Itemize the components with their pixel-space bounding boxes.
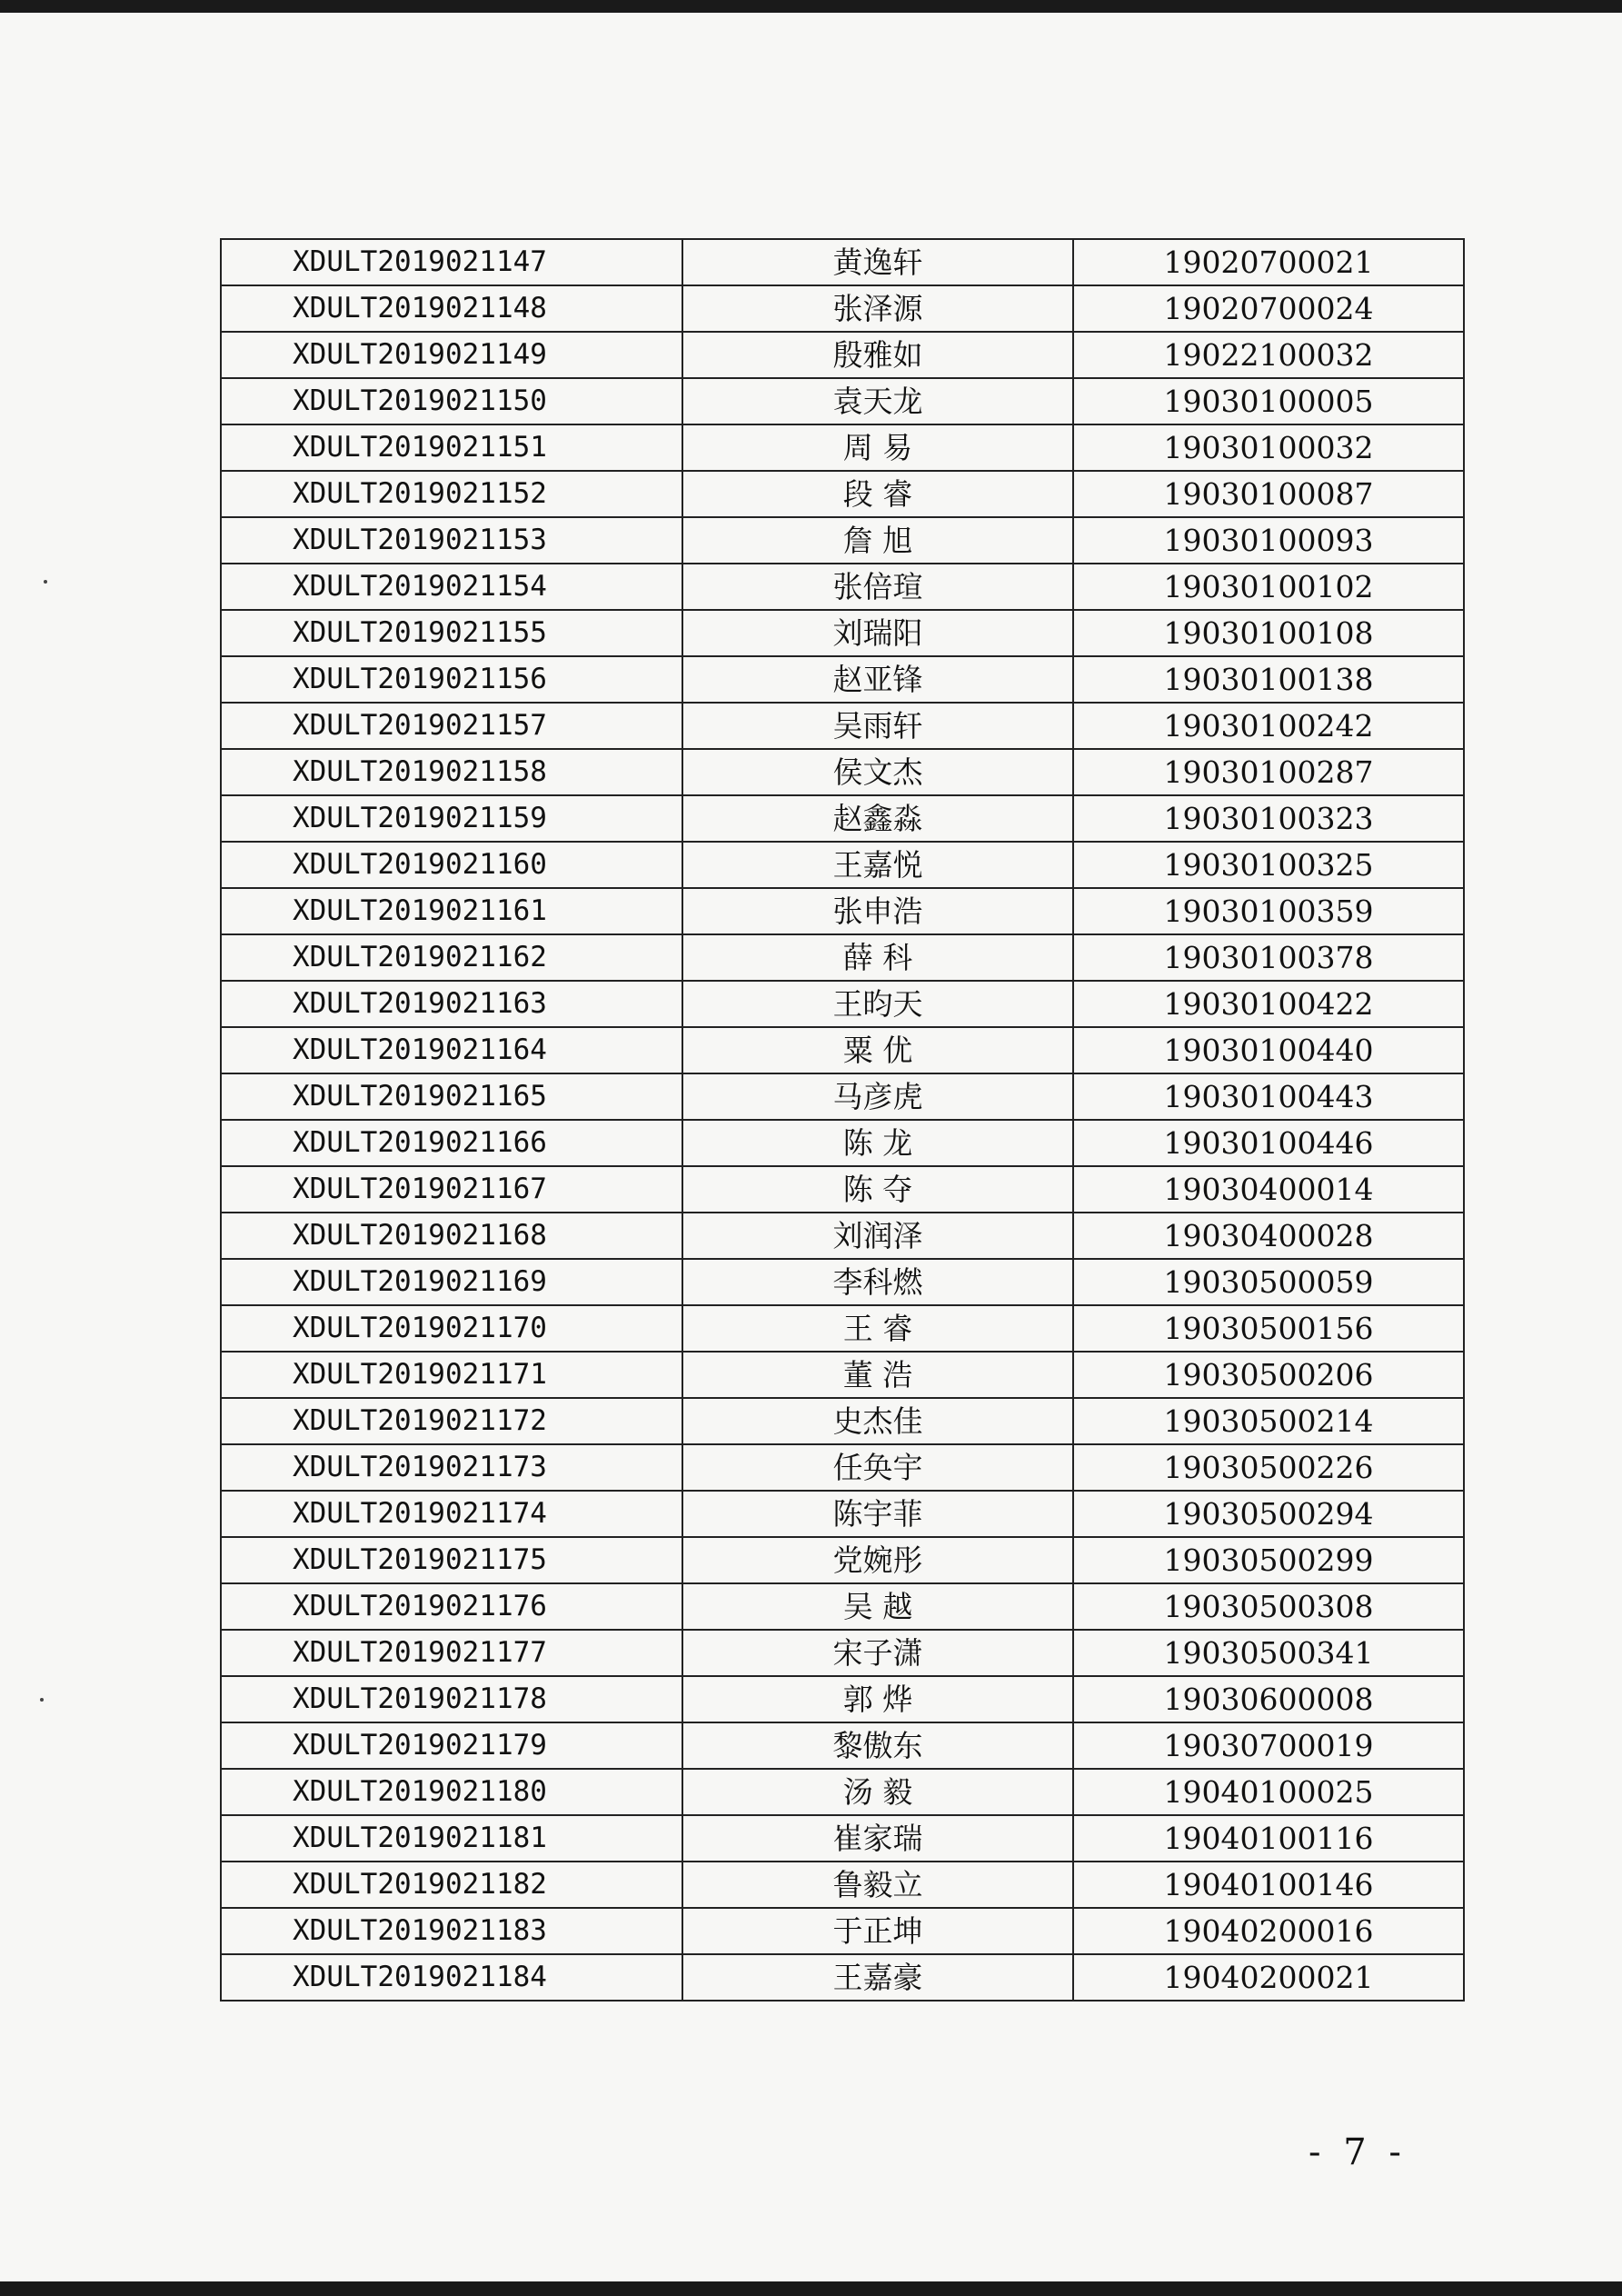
table-row xyxy=(221,703,1464,749)
record-id-cell: XDULT2019021147 xyxy=(221,239,682,285)
name-cell: 史杰佳 xyxy=(682,1398,1073,1444)
record-id-cell: XDULT2019021154 xyxy=(221,564,682,610)
record-id-cell: XDULT2019021179 xyxy=(221,1722,682,1769)
table-row xyxy=(221,1769,1464,1815)
record-id-cell: XDULT2019021150 xyxy=(221,378,682,424)
exam-number-cell: 19030500294 xyxy=(1073,1491,1464,1537)
table-row xyxy=(221,1954,1464,2001)
table-row xyxy=(221,1815,1464,1862)
record-id-cell: XDULT2019021171 xyxy=(221,1352,682,1398)
table-row xyxy=(221,424,1464,471)
exam-number-cell: 19030500206 xyxy=(1073,1352,1464,1398)
scan-speck xyxy=(40,1698,44,1702)
record-id-cell: XDULT2019021178 xyxy=(221,1676,682,1722)
table-row xyxy=(221,1676,1464,1722)
record-id-cell: XDULT2019021172 xyxy=(221,1398,682,1444)
record-id-cell: XDULT2019021180 xyxy=(221,1769,682,1815)
name-cell: 黄逸轩 xyxy=(682,239,1073,285)
exam-number-cell: 19020700024 xyxy=(1073,285,1464,332)
exam-number-cell: 19030100108 xyxy=(1073,610,1464,656)
exam-number-cell: 19030100422 xyxy=(1073,981,1464,1027)
record-id-cell: XDULT2019021169 xyxy=(221,1259,682,1305)
roster-table-wrapper xyxy=(220,238,1388,2002)
exam-number-cell: 19030100093 xyxy=(1073,517,1464,564)
name-cell: 赵亚锋 xyxy=(682,656,1073,703)
record-id-cell: XDULT2019021184 xyxy=(221,1954,682,2001)
table-row xyxy=(221,610,1464,656)
table-row xyxy=(221,1305,1464,1352)
name-cell: 任奂宇 xyxy=(682,1444,1073,1491)
exam-number-cell: 19040100116 xyxy=(1073,1815,1464,1862)
name-cell: 陈 龙 xyxy=(682,1120,1073,1166)
table-row xyxy=(221,1908,1464,1954)
record-id-cell: XDULT2019021181 xyxy=(221,1815,682,1862)
name-cell: 詹 旭 xyxy=(682,517,1073,564)
record-id-cell: XDULT2019021156 xyxy=(221,656,682,703)
name-cell: 赵鑫淼 xyxy=(682,795,1073,842)
exam-number-cell: 19030500214 xyxy=(1073,1398,1464,1444)
name-cell: 郭 烨 xyxy=(682,1676,1073,1722)
scan-bottom-edge xyxy=(0,2281,1622,2296)
table-row xyxy=(221,517,1464,564)
name-cell: 薛 科 xyxy=(682,934,1073,981)
table-row xyxy=(221,378,1464,424)
name-cell: 刘瑞阳 xyxy=(682,610,1073,656)
name-cell: 王昀天 xyxy=(682,981,1073,1027)
exam-number-cell: 19040200016 xyxy=(1073,1908,1464,1954)
exam-number-cell: 19022100032 xyxy=(1073,332,1464,378)
name-cell: 陈宇菲 xyxy=(682,1491,1073,1537)
name-cell: 马彦虎 xyxy=(682,1073,1073,1120)
table-row xyxy=(221,842,1464,888)
name-cell: 粟 优 xyxy=(682,1027,1073,1073)
name-cell: 吴雨轩 xyxy=(682,703,1073,749)
name-cell: 侯文杰 xyxy=(682,749,1073,795)
record-id-cell: XDULT2019021175 xyxy=(221,1537,682,1583)
exam-number-cell: 19040100146 xyxy=(1073,1862,1464,1908)
record-id-cell: XDULT2019021161 xyxy=(221,888,682,934)
exam-number-cell: 19030100443 xyxy=(1073,1073,1464,1120)
exam-number-cell: 19030500156 xyxy=(1073,1305,1464,1352)
exam-number-cell: 19030100005 xyxy=(1073,378,1464,424)
exam-number-cell: 19030100440 xyxy=(1073,1027,1464,1073)
record-id-cell: XDULT2019021152 xyxy=(221,471,682,517)
exam-number-cell: 19030500059 xyxy=(1073,1259,1464,1305)
table-row xyxy=(221,1259,1464,1305)
exam-number-cell: 19030100242 xyxy=(1073,703,1464,749)
exam-number-cell: 19030100323 xyxy=(1073,795,1464,842)
roster-table xyxy=(220,238,1465,2002)
table-row xyxy=(221,981,1464,1027)
exam-number-cell: 19030500299 xyxy=(1073,1537,1464,1583)
name-cell: 陈 夺 xyxy=(682,1166,1073,1213)
exam-number-cell: 19030100378 xyxy=(1073,934,1464,981)
record-id-cell: XDULT2019021165 xyxy=(221,1073,682,1120)
record-id-cell: XDULT2019021158 xyxy=(221,749,682,795)
record-id-cell: XDULT2019021176 xyxy=(221,1583,682,1630)
exam-number-cell: 19030500341 xyxy=(1073,1630,1464,1676)
record-id-cell: XDULT2019021153 xyxy=(221,517,682,564)
table-row xyxy=(221,749,1464,795)
record-id-cell: XDULT2019021160 xyxy=(221,842,682,888)
roster-table-body xyxy=(221,239,1464,2001)
table-row xyxy=(221,1213,1464,1259)
exam-number-cell: 19030400028 xyxy=(1073,1213,1464,1259)
record-id-cell: XDULT2019021166 xyxy=(221,1120,682,1166)
name-cell: 袁天龙 xyxy=(682,378,1073,424)
scan-speck xyxy=(44,580,47,584)
name-cell: 党婉彤 xyxy=(682,1537,1073,1583)
name-cell: 王嘉豪 xyxy=(682,1954,1073,2001)
exam-number-cell: 19030100138 xyxy=(1073,656,1464,703)
table-row xyxy=(221,795,1464,842)
name-cell: 崔家瑞 xyxy=(682,1815,1073,1862)
record-id-cell: XDULT2019021170 xyxy=(221,1305,682,1352)
table-row xyxy=(221,471,1464,517)
table-row xyxy=(221,1073,1464,1120)
exam-number-cell: 19030100287 xyxy=(1073,749,1464,795)
table-row xyxy=(221,1583,1464,1630)
record-id-cell: XDULT2019021177 xyxy=(221,1630,682,1676)
exam-number-cell: 19030700019 xyxy=(1073,1722,1464,1769)
table-row xyxy=(221,1630,1464,1676)
name-cell: 周 易 xyxy=(682,424,1073,471)
page-number: - 7 - xyxy=(1309,2131,1407,2173)
name-cell: 宋子潇 xyxy=(682,1630,1073,1676)
record-id-cell: XDULT2019021168 xyxy=(221,1213,682,1259)
name-cell: 汤 毅 xyxy=(682,1769,1073,1815)
table-row xyxy=(221,934,1464,981)
record-id-cell: XDULT2019021174 xyxy=(221,1491,682,1537)
record-id-cell: XDULT2019021151 xyxy=(221,424,682,471)
exam-number-cell: 19030500308 xyxy=(1073,1583,1464,1630)
name-cell: 王 睿 xyxy=(682,1305,1073,1352)
name-cell: 刘润泽 xyxy=(682,1213,1073,1259)
name-cell: 鲁毅立 xyxy=(682,1862,1073,1908)
name-cell: 董 浩 xyxy=(682,1352,1073,1398)
table-row xyxy=(221,285,1464,332)
table-row xyxy=(221,1491,1464,1537)
table-row xyxy=(221,1537,1464,1583)
exam-number-cell: 19030400014 xyxy=(1073,1166,1464,1213)
scan-top-edge xyxy=(0,0,1622,13)
table-row xyxy=(221,1862,1464,1908)
table-row xyxy=(221,1444,1464,1491)
exam-number-cell: 19020700021 xyxy=(1073,239,1464,285)
name-cell: 李科燃 xyxy=(682,1259,1073,1305)
name-cell: 殷雅如 xyxy=(682,332,1073,378)
exam-number-cell: 19030100102 xyxy=(1073,564,1464,610)
record-id-cell: XDULT2019021173 xyxy=(221,1444,682,1491)
exam-number-cell: 19040100025 xyxy=(1073,1769,1464,1815)
record-id-cell: XDULT2019021164 xyxy=(221,1027,682,1073)
name-cell: 吴 越 xyxy=(682,1583,1073,1630)
name-cell: 段 睿 xyxy=(682,471,1073,517)
exam-number-cell: 19030100087 xyxy=(1073,471,1464,517)
exam-number-cell: 19030500226 xyxy=(1073,1444,1464,1491)
table-row xyxy=(221,1166,1464,1213)
record-id-cell: XDULT2019021157 xyxy=(221,703,682,749)
exam-number-cell: 19030600008 xyxy=(1073,1676,1464,1722)
table-row xyxy=(221,1398,1464,1444)
name-cell: 黎傲东 xyxy=(682,1722,1073,1769)
record-id-cell: XDULT2019021167 xyxy=(221,1166,682,1213)
record-id-cell: XDULT2019021183 xyxy=(221,1908,682,1954)
name-cell: 于正坤 xyxy=(682,1908,1073,1954)
name-cell: 王嘉悦 xyxy=(682,842,1073,888)
table-row xyxy=(221,1120,1464,1166)
table-row xyxy=(221,1722,1464,1769)
table-row xyxy=(221,656,1464,703)
table-row xyxy=(221,239,1464,285)
table-row xyxy=(221,1027,1464,1073)
record-id-cell: XDULT2019021155 xyxy=(221,610,682,656)
record-id-cell: XDULT2019021163 xyxy=(221,981,682,1027)
record-id-cell: XDULT2019021162 xyxy=(221,934,682,981)
exam-number-cell: 19030100032 xyxy=(1073,424,1464,471)
record-id-cell: XDULT2019021149 xyxy=(221,332,682,378)
record-id-cell: XDULT2019021148 xyxy=(221,285,682,332)
table-row xyxy=(221,332,1464,378)
record-id-cell: XDULT2019021159 xyxy=(221,795,682,842)
exam-number-cell: 19030100446 xyxy=(1073,1120,1464,1166)
record-id-cell: XDULT2019021182 xyxy=(221,1862,682,1908)
table-row xyxy=(221,888,1464,934)
name-cell: 张泽源 xyxy=(682,285,1073,332)
table-row xyxy=(221,1352,1464,1398)
exam-number-cell: 19030100325 xyxy=(1073,842,1464,888)
name-cell: 张倍瑄 xyxy=(682,564,1073,610)
table-row xyxy=(221,564,1464,610)
name-cell: 张申浩 xyxy=(682,888,1073,934)
exam-number-cell: 19030100359 xyxy=(1073,888,1464,934)
exam-number-cell: 19040200021 xyxy=(1073,1954,1464,2001)
